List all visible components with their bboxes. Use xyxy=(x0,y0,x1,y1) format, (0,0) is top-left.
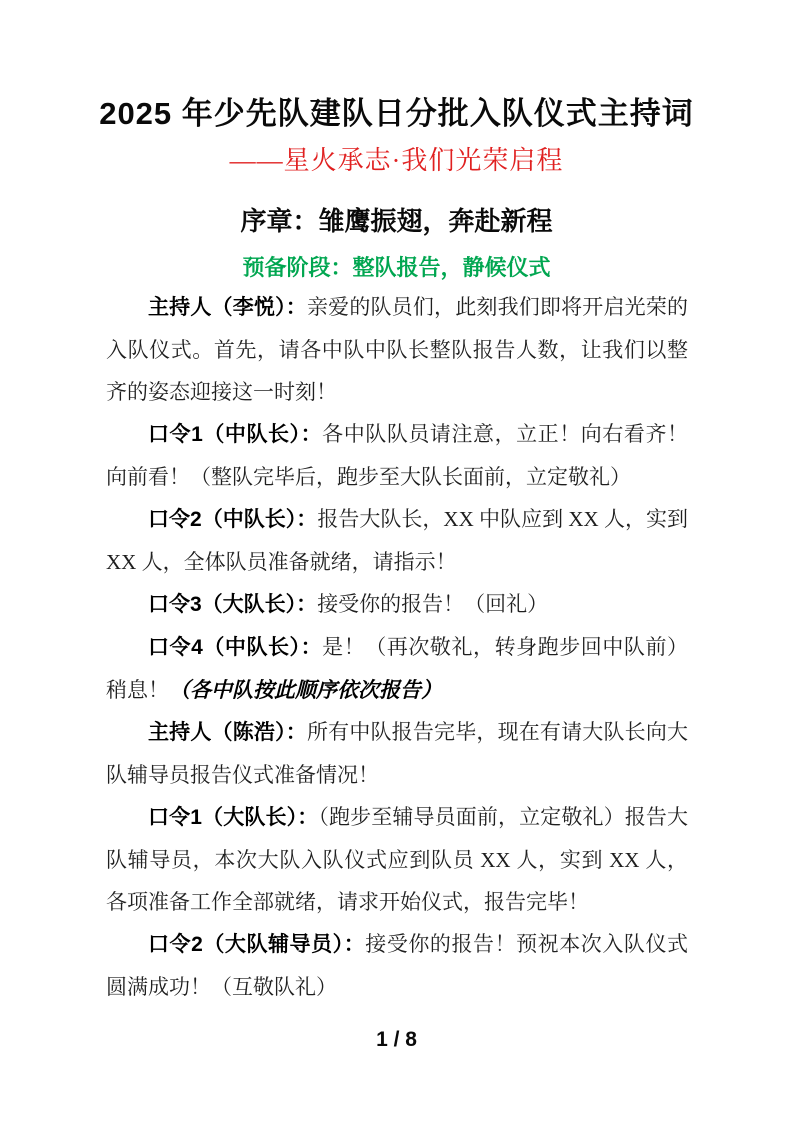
paragraph-command-3-brigade-leader xyxy=(106,583,688,626)
paragraph-command-1-brigade-leader xyxy=(106,796,688,923)
speaker-label: 口令2（大队辅导员）： xyxy=(148,933,366,956)
paragraph-text: 所有中队报告完毕，现在有请大队长向大队辅导员报告仪式准备情况！ xyxy=(106,720,689,787)
paragraph-text: （跑步至辅导员面前，立定敬礼）报告大队辅导员，本次大队入队仪式应到队员 XX 人，实到 XX 人，各项准备工作全部就绪，请求开始仪式，报告完毕！ xyxy=(106,805,688,914)
document-subtitle: ——星火承志·我们光荣启程 xyxy=(229,146,564,175)
page-number: 1 / 8 xyxy=(376,1028,417,1051)
speaker-label: 主持人（陈浩）： xyxy=(148,721,307,744)
paragraph-text: 各中队队员请注意，立正！向右看齐！向前看！（整队完毕后，跑步至大队长面前，立定敬礼） xyxy=(106,422,688,489)
stage-direction-note: （各中队按此顺序依次报告） xyxy=(169,678,442,702)
paragraph-command-2-brigade-counselor xyxy=(106,923,688,1008)
stage-heading: 预备阶段：整队报告，静候仪式 xyxy=(242,255,551,280)
speaker-label: 口令1（大队长）： xyxy=(148,806,319,829)
speaker-label: 口令4（中队长）： xyxy=(148,636,323,659)
paragraph-text: 是！（再次敬礼，转身跑步回中队前）稍息！ xyxy=(106,635,688,702)
paragraph-text: 接受你的报告！预祝本次入队仪式圆满成功！（互敬队礼） xyxy=(106,932,688,999)
paragraph-host-chenhao xyxy=(106,711,688,796)
paragraph-command-1-squad-leader xyxy=(106,413,688,498)
paragraph-command-4-squad-leader xyxy=(106,626,688,711)
paragraph-text: 亲爱的队员们，此刻我们即将开启光荣的入队仪式。首先，请各中队中队长整队报告人数，让我们以整齐的姿态迎接这一时刻！ xyxy=(106,295,689,404)
speaker-label: 口令1（中队长）： xyxy=(148,423,323,446)
speaker-label: 主持人（李悦）： xyxy=(148,296,307,319)
speaker-label: 口令3（大队长）： xyxy=(148,593,318,616)
document-title: 2025 年少先队建队日分批入队仪式主持词 xyxy=(99,96,694,131)
chapter-heading: 序章：雏鹰振翅，奔赴新程 xyxy=(240,206,553,236)
paragraph-text: 接受你的报告！（回礼） xyxy=(317,592,549,616)
paragraph-command-2-squad-leader xyxy=(106,498,688,583)
document-body xyxy=(106,286,688,1008)
paragraph-host-liyue xyxy=(106,286,688,413)
speaker-label: 口令2（中队长）： xyxy=(148,508,318,531)
paragraph-text: 报告大队长，XX 中队应到 XX 人，实到 XX 人，全体队员准备就绪，请指示！ xyxy=(106,507,688,574)
